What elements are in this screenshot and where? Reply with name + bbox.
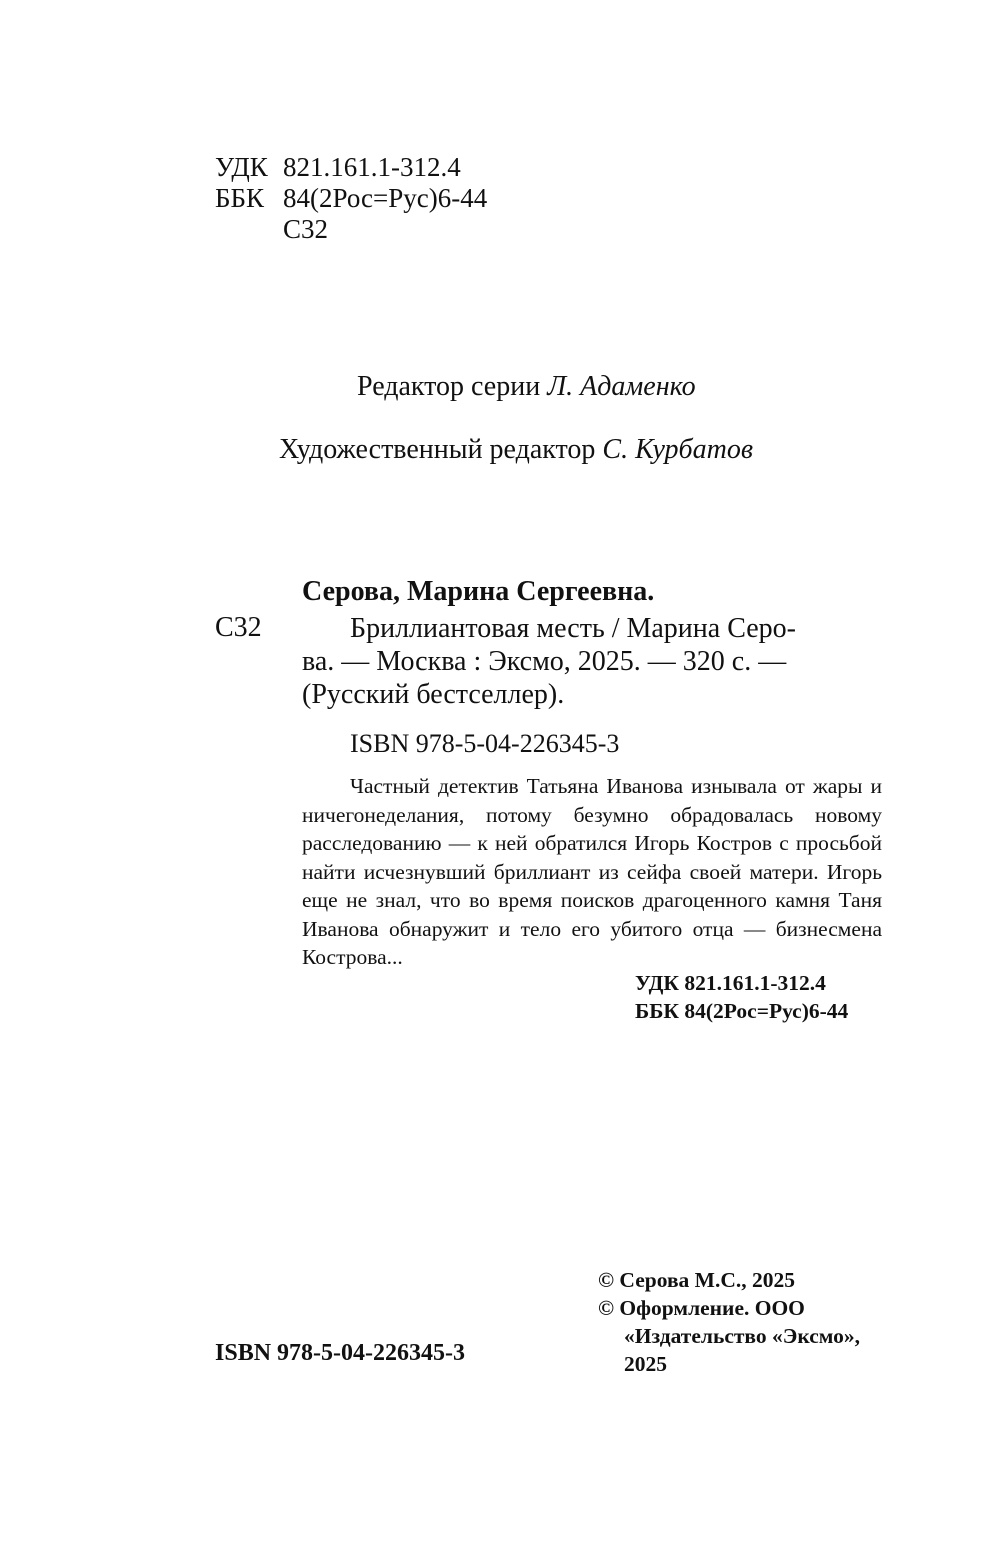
copyright-author: © Серова М.С., 2025 [598, 1268, 795, 1292]
series-editor-name: Л. Адаменко [547, 371, 696, 402]
record-classification-codes [635, 969, 848, 1025]
series-editor-role: Редактор серии [357, 371, 541, 402]
copyright-publisher: «Издательство «Эксмо», [624, 1324, 860, 1348]
bbk-value: 84(2Рос=Рус)6-44 [283, 183, 488, 213]
record-bbk: ББК 84(2Рос=Рус)6-44 [635, 999, 849, 1023]
art-editor-name: С. Курбатов [602, 434, 753, 465]
author-heading: Серова, Марина Сергеевна. [302, 576, 655, 607]
art-editor-role: Художественный редактор [279, 434, 596, 465]
isbn-bottom: ISBN 978-5-04-226345-3 [215, 1340, 465, 1366]
series-editor-line [357, 371, 696, 403]
title-line-3: (Русский бестселлер). [302, 679, 565, 710]
call-number: С32 [215, 612, 262, 643]
title-line-1: Бриллиантовая месть / Марина Серо- [350, 613, 796, 644]
classification-block [215, 152, 487, 245]
udk-value: 821.161.1-312.4 [283, 152, 461, 182]
isbn-record: ISBN 978-5-04-226345-3 [350, 729, 620, 758]
art-editor-line [279, 434, 753, 466]
copyright-design: © Оформление. ООО [598, 1296, 805, 1320]
copyright-year: 2025 [624, 1352, 667, 1376]
title-line-2: ва. — Москва : Эксмо, 2025. — 320 с. — [302, 646, 787, 677]
bbk-label: ББК [215, 183, 265, 213]
udk-label: УДК [215, 152, 268, 182]
book-summary: Частный детектив Татьяна Иванова изнывала от жары и ничегонеделания, потому безумно обрадовалась новому расследованию — к ней обратился Игорь Костров с просьбой найти исчезнувший бриллиант из сейфа своей матери. Игорь еще не знал, что во время поисков драгоценного камня Таня Иванова обнаружит и тело его убитого отца — бизнесмена Кострова... [302, 774, 882, 969]
bibliographic-description [302, 612, 882, 711]
author-sign: С32 [283, 214, 329, 244]
copyright-block [598, 1266, 860, 1378]
record-udk: УДК 821.161.1-312.4 [635, 971, 826, 995]
